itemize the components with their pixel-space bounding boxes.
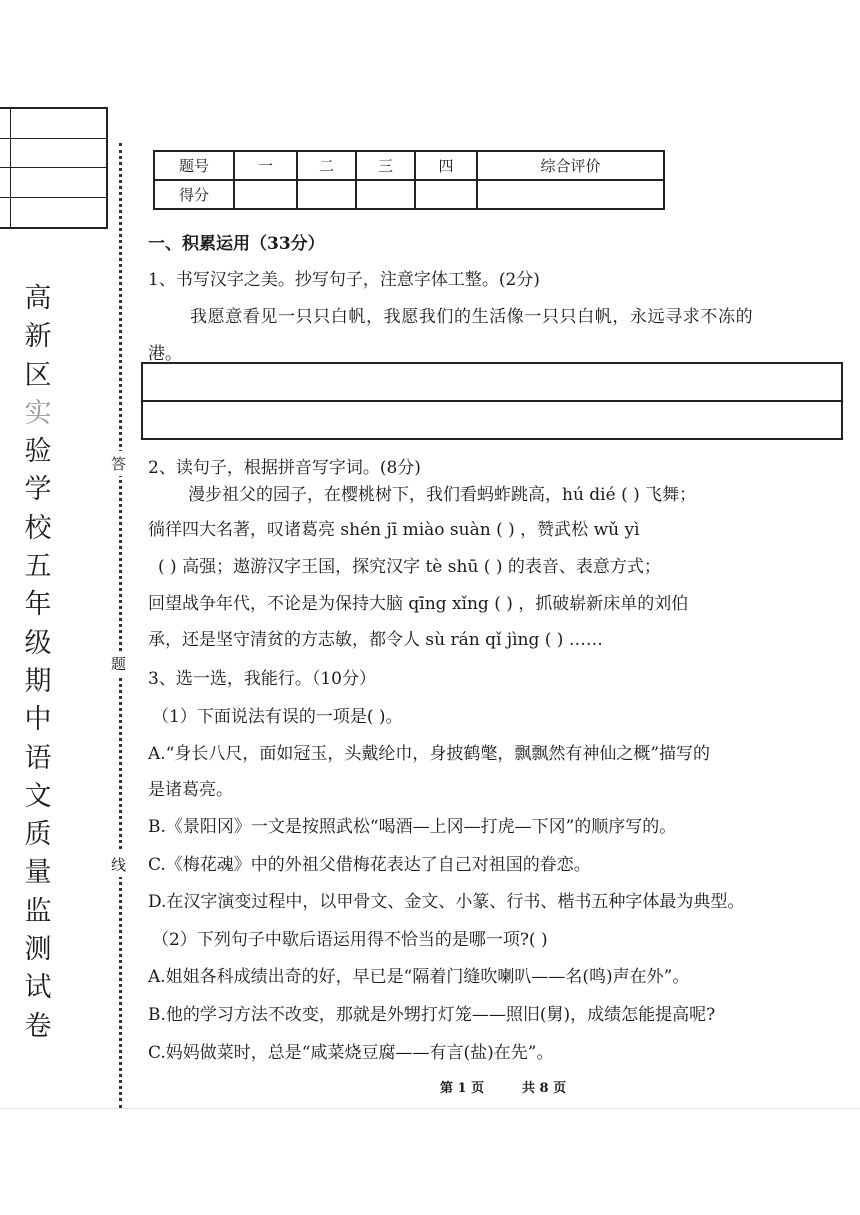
title-char: 新	[24, 321, 52, 353]
info-row	[0, 198, 106, 228]
binding-char-ti: 题	[111, 651, 126, 676]
q3-1-option-a: A.“身长八尺，面如冠玉，头戴纶巾，身披鹤氅，飘飘然有神仙之概”描写的	[148, 744, 711, 764]
q3-part-2: （2）下列句子中歇后语运用得不恰当的是哪一项?( )	[152, 930, 548, 950]
title-char: 量	[24, 857, 52, 889]
title-char: 级	[24, 627, 52, 659]
q2-line: ( ) 高强；遨游汉字王国，探究汉字 tè shū ( ) 的表音、表意方式；	[158, 557, 661, 577]
title-char: 高	[24, 283, 52, 314]
score-header-cell: 四	[415, 151, 477, 180]
page-total: 共 8 页	[522, 1081, 567, 1096]
score-cell[interactable]	[297, 180, 356, 209]
q3-1-option-c: C.《梅花魂》中的外祖父借梅花表达了自己对祖国的眷恋。	[148, 855, 591, 875]
page-bottom-edge	[0, 1108, 860, 1109]
title-char: 实	[24, 397, 52, 429]
title-char: 监	[24, 895, 52, 927]
q2-line: 漫步祖父的园子，在樱桃树下，我们看蚂蚱跳高，hú dié ( ) 飞舞；	[188, 485, 697, 505]
score-header-cell: 二	[297, 151, 356, 180]
score-row-label: 得分	[154, 180, 234, 209]
title-char: 年	[24, 589, 52, 621]
exam-title-vertical	[18, 280, 58, 1046]
score-cell[interactable]	[356, 180, 415, 209]
q3-2-option-a: A.姐姐各科成绩出奇的好，早已是“隔着门缝吹喇叭——名(鸣)声在外”。	[148, 967, 690, 987]
question-3: 3、选一选，我能行。（10分）	[148, 669, 376, 689]
info-row	[0, 139, 106, 169]
score-cell[interactable]	[415, 180, 477, 209]
title-char: 试	[24, 972, 52, 1004]
score-header-cell: 题号	[154, 151, 234, 180]
score-table-header-row	[154, 151, 664, 180]
binding-dotted-line	[119, 143, 122, 1108]
title-char: 期	[24, 665, 52, 697]
binding-char-da: 答	[111, 451, 126, 476]
copy-sentence: 我愿意看见一只只白帆，我愿我们的生活像一只只白帆，永远寻求不冻的	[190, 307, 754, 327]
title-char: 验	[24, 436, 52, 468]
q2-line: 承，还是坚守清贫的方志敏，都令人 sù rán qǐ jìng ( ) ……	[148, 630, 603, 650]
page-number: 第 1 页	[440, 1081, 485, 1096]
question-2: 2、读句子，根据拼音写字词。(8分)	[148, 458, 421, 478]
info-row	[0, 168, 106, 198]
q3-part-1: （1）下面说法有误的一项是( )。	[152, 707, 403, 727]
q3-1-option-a-cont: 是诸葛亮。	[148, 780, 233, 800]
score-cell[interactable]	[234, 180, 297, 209]
title-char: 语	[24, 742, 52, 774]
writing-answer-box[interactable]	[141, 362, 843, 440]
title-char: 质	[24, 819, 52, 851]
score-header-cell: 综合评价	[477, 151, 664, 180]
q3-1-option-d: D.在汉字演变过程中，以甲骨文、金文、小篆、行书、楷书五种字体最为典型。	[148, 892, 745, 912]
title-char: 五	[24, 551, 52, 583]
q3-2-option-b: B.他的学习方法不改变，那就是外甥打灯笼——照旧(舅)，成绩怎能提高呢?	[148, 1005, 716, 1025]
title-char: 文	[24, 780, 52, 812]
title-char: 校	[24, 512, 52, 544]
q3-2-option-c: C.妈妈做菜时，总是“咸菜烧豆腐——有言(盐)在先”。	[148, 1043, 554, 1063]
score-header-cell: 一	[234, 151, 297, 180]
q3-1-option-b: B.《景阳冈》一文是按照武松“喝酒—上冈—打虎—下冈”的顺序写的。	[148, 817, 677, 837]
title-char: 区	[24, 359, 52, 391]
writing-line-divider	[143, 400, 841, 402]
title-char: 卷	[24, 1010, 52, 1042]
info-row	[0, 109, 106, 139]
score-header-cell: 三	[356, 151, 415, 180]
q2-line: 徜徉四大名著，叹诸葛亮 shén jī miào suàn ( ) ，赞武松 wǔ yì	[148, 520, 640, 540]
score-table-score-row	[154, 180, 664, 209]
score-table	[153, 150, 665, 210]
title-char: 中	[24, 704, 52, 736]
binding-char-xian: 线	[111, 852, 126, 877]
info-box-divider	[10, 109, 11, 227]
section-title: 一、积累运用（33分）	[148, 234, 325, 254]
q2-line: 回望战争年代，不论是为保持大脑 qīng xǐng ( ) ，抓破崭新床单的刘伯	[148, 594, 689, 614]
student-info-box	[0, 107, 108, 229]
title-char: 学	[24, 474, 52, 506]
copy-sentence-end: 港。	[148, 344, 182, 364]
score-cell[interactable]	[477, 180, 664, 209]
question-1: 1、书写汉字之美。抄写句子，注意字体工整。(2分)	[148, 270, 540, 290]
title-char: 测	[24, 934, 52, 966]
